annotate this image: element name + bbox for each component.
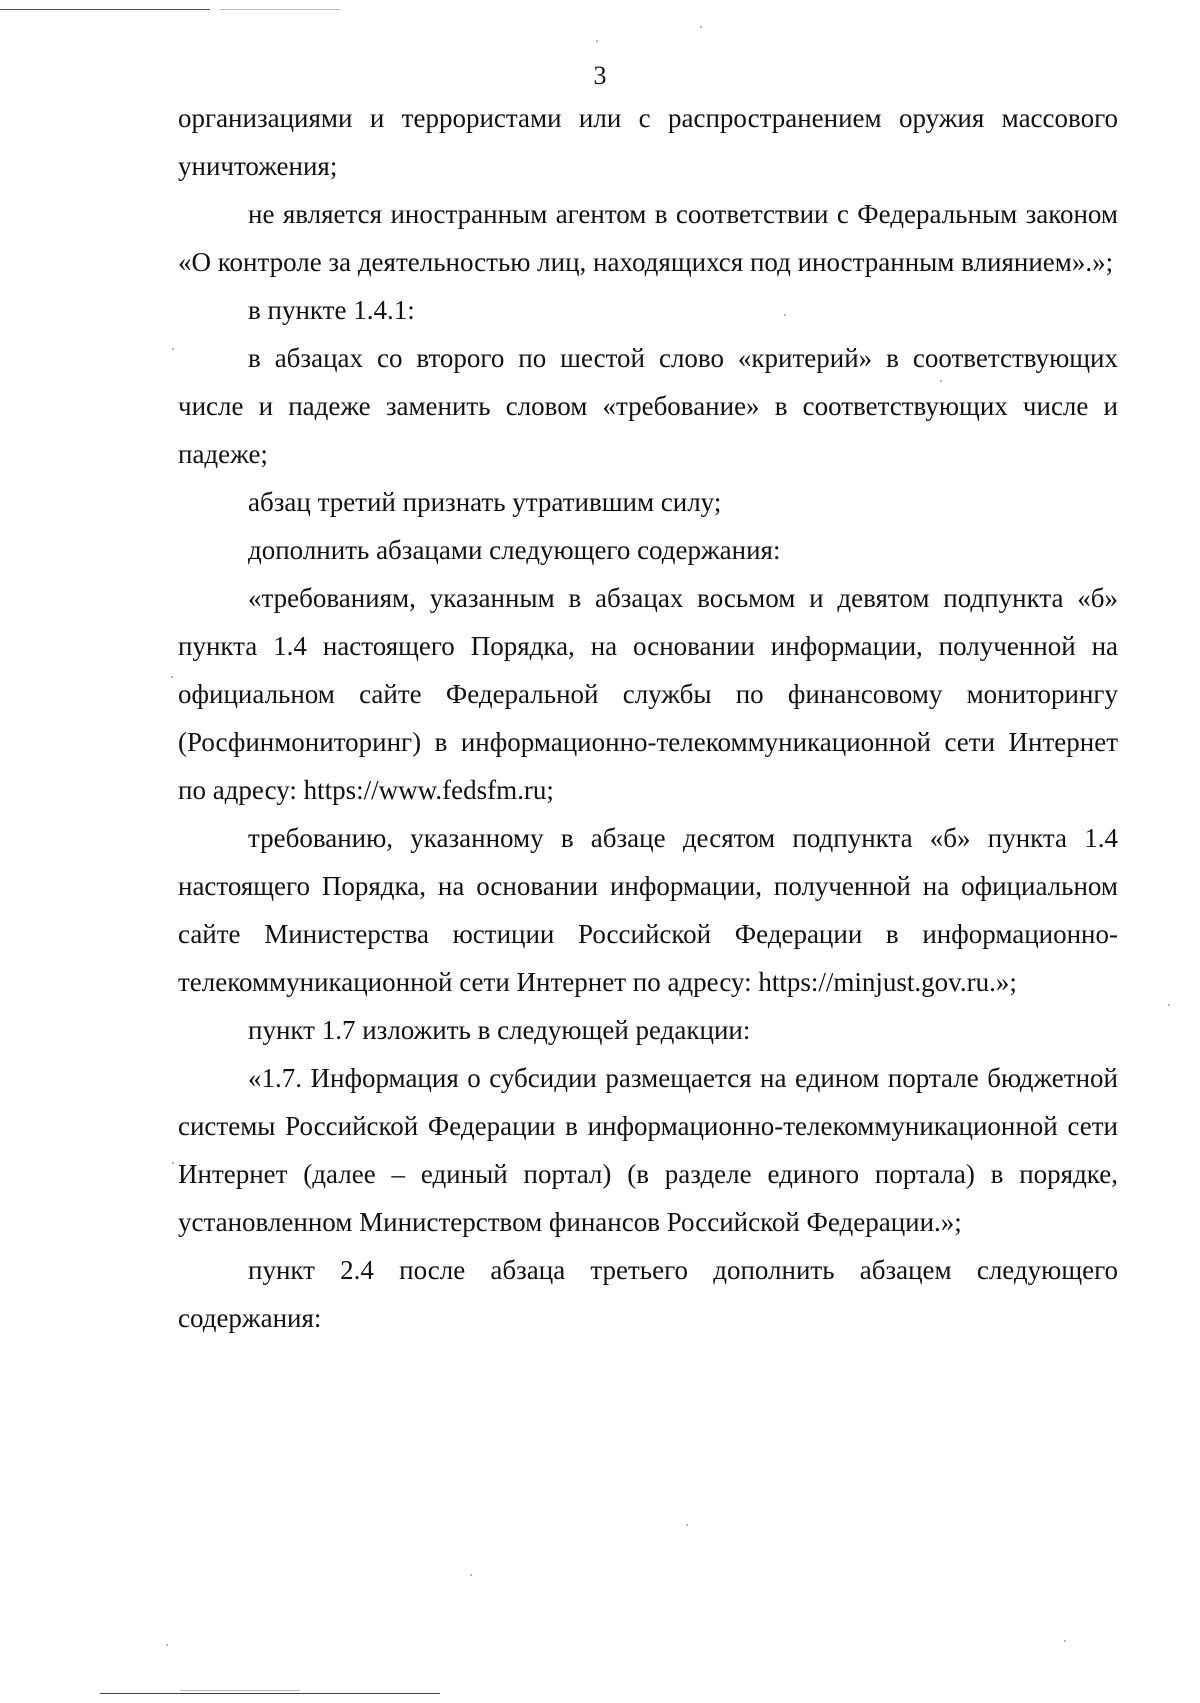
paragraph: абзац третий признать утратившим силу; (248, 487, 722, 517)
paragraph: организациями и террористами или с распространением оружия массового уничтожения; (178, 103, 1118, 181)
paragraph: в абзацах со второго по шестой слово «критерий» в соответствующих числе и падеже заменить словом «требование» в соответствующих числе и падеже; (178, 343, 1118, 469)
document-body (178, 94, 1118, 1342)
scan-speck (700, 26, 702, 28)
paragraph: «1.7. Информация о субсидии размещается на едином портале бюджетной системы Российской Федерации в информационно-телекоммуникационной сети Интернет (далее – единый портал) (в разделе единого портала) в порядке, установленном Министерством финансов Российской Федерации.»; (178, 1063, 1118, 1237)
paragraph: в пункте 1.4.1: (248, 295, 415, 325)
paragraph: пункт 1.7 изложить в следующей редакции: (248, 1015, 751, 1045)
scan-speck (1064, 1640, 1066, 1642)
paragraph: пункт 2.4 после абзаца третьего дополнить абзацем следующего содержания: (178, 1255, 1118, 1333)
scan-speck (596, 40, 598, 42)
scan-speck (1168, 1004, 1170, 1006)
scan-artifact-line (100, 1693, 440, 1694)
paragraph: «требованиям, указанным в абзацах восьмом и девятом подпункта «б» пункта 1.4 настоящего Порядка, на основании информации, полученной на официальном сайте Федеральной службы по финансовому мониторингу (Росфинмониторинг) в информационно-телекоммуникационной сети Интернет по адресу: https://www.fedsfm.ru; (178, 583, 1118, 805)
scan-speck (172, 1162, 174, 1164)
scan-speck (686, 1524, 688, 1526)
scan-artifact-line (0, 9, 210, 10)
paragraph: не является иностранным агентом в соответствии с Федеральным законом «О контроле за деятельностью лиц, находящихся под иностранным влиянием».»; (178, 199, 1118, 277)
paragraph: требованию, указанному в абзаце десятом подпункта «б» пункта 1.4 настоящего Порядка, на основании информации, полученной на официальном сайте Министерства юстиции Российской Федерации в информационно-телекоммуникационной сети Интернет по адресу: https://minjust.gov.ru.»; (178, 823, 1118, 997)
paragraph: дополнить абзацами следующего содержания: (248, 535, 781, 565)
scan-artifact-line (180, 1690, 300, 1691)
page-number: 3 (593, 61, 607, 90)
scan-speck (166, 1644, 168, 1646)
scan-artifact-line (220, 9, 340, 10)
scan-speck (172, 348, 174, 350)
scan-speck (470, 1574, 472, 1576)
scan-speck (171, 676, 173, 678)
